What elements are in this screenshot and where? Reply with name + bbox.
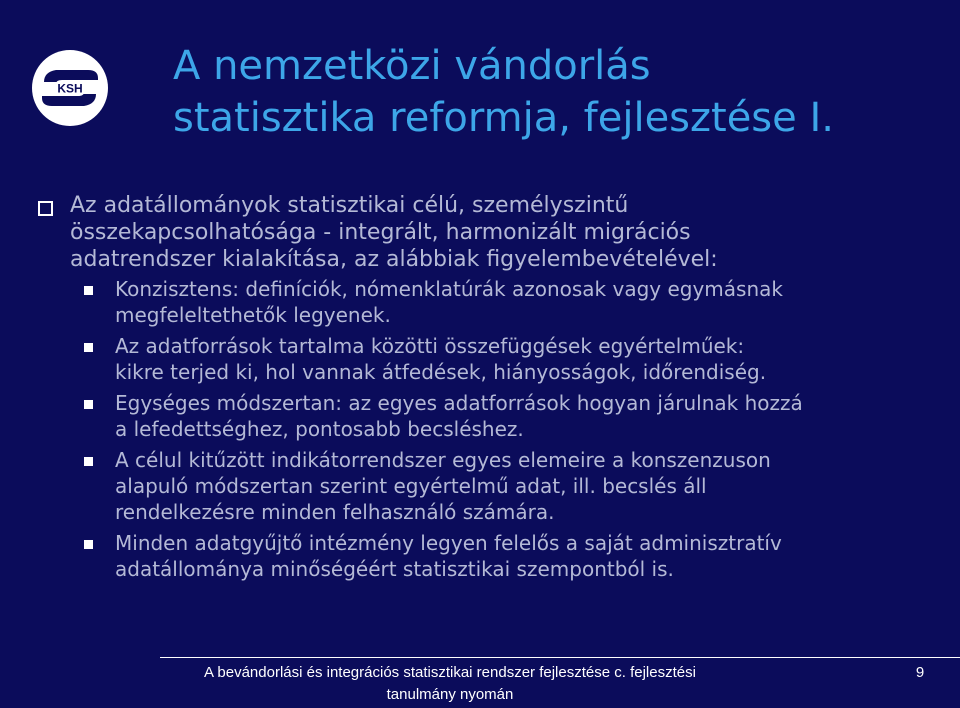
footer-line-2: tanulmány nyomán [386, 686, 514, 703]
slide-title [173, 40, 943, 144]
filled-square-bullet-icon [84, 540, 93, 549]
sub-bullet-line: Minden adatgyűjtő intézmény legyen felelős a saját adminisztratív [115, 531, 782, 555]
sub-bullet-list [36, 276, 936, 582]
hollow-square-bullet-icon [38, 201, 53, 216]
main-bullet-line: Az adatállományok statisztikai célú, személyszintű [70, 193, 629, 218]
sub-bullet-line: A célul kitűzött indikátorrendszer egyes elemeire a konszenzuson [115, 448, 771, 472]
sub-bullet-item [36, 333, 936, 385]
filled-square-bullet-icon [84, 343, 93, 352]
footer-line-1: A bevándorlási és integrációs statisztikai rendszer fejlesztése c. fejlesztési [204, 664, 696, 681]
main-bullet-line: adatrendszer kialakítása, az alábbiak figyelembevételével: [70, 247, 718, 272]
sub-bullet-item [36, 390, 936, 442]
sub-bullet-item [36, 530, 936, 582]
filled-square-bullet-icon [84, 286, 93, 295]
sub-bullet-line: megfeleltethetők legyenek. [115, 303, 391, 327]
sub-bullet-line: Konzisztens: definíciók, nómenklatúrák azonosak vagy egymásnak [115, 277, 783, 301]
main-bullet-line: összekapcsolhatósága - integrált, harmonizált migrációs [70, 220, 691, 245]
page-number: 9 [915, 664, 925, 681]
sub-bullet-line: adatállománya minőségéért statisztikai szempontból is. [115, 557, 674, 581]
footer-divider [160, 657, 960, 658]
slide-content [36, 192, 936, 587]
title-line-1: A nemzetközi vándorlás [173, 43, 651, 89]
ksh-logo-icon [30, 48, 110, 128]
sub-bullet-line: kikre terjed ki, hol vannak átfedések, hiányosságok, időrendiség. [115, 360, 767, 384]
main-bullet [36, 192, 936, 273]
logo-text: KSH [57, 81, 83, 96]
sub-bullet-item [36, 276, 936, 328]
footer-caption [160, 662, 740, 706]
filled-square-bullet-icon [84, 400, 93, 409]
sub-bullet-item [36, 447, 936, 525]
sub-bullet-line: rendelkezésre minden felhasználó számára. [115, 500, 555, 524]
sub-bullet-line: alapuló módszertan szerint egyértelmű adat, ill. becslés áll [115, 474, 707, 498]
sub-bullet-line: a lefedettséghez, pontosabb becsléshez. [115, 417, 524, 441]
title-line-2: statisztika reformja, fejlesztése I. [173, 95, 834, 141]
sub-bullet-line: Az adatforrások tartalma közötti összefüggések egyértelműek: [115, 334, 745, 358]
filled-square-bullet-icon [84, 457, 93, 466]
sub-bullet-line: Egységes módszertan: az egyes adatforrások hogyan járulnak hozzá [115, 391, 803, 415]
